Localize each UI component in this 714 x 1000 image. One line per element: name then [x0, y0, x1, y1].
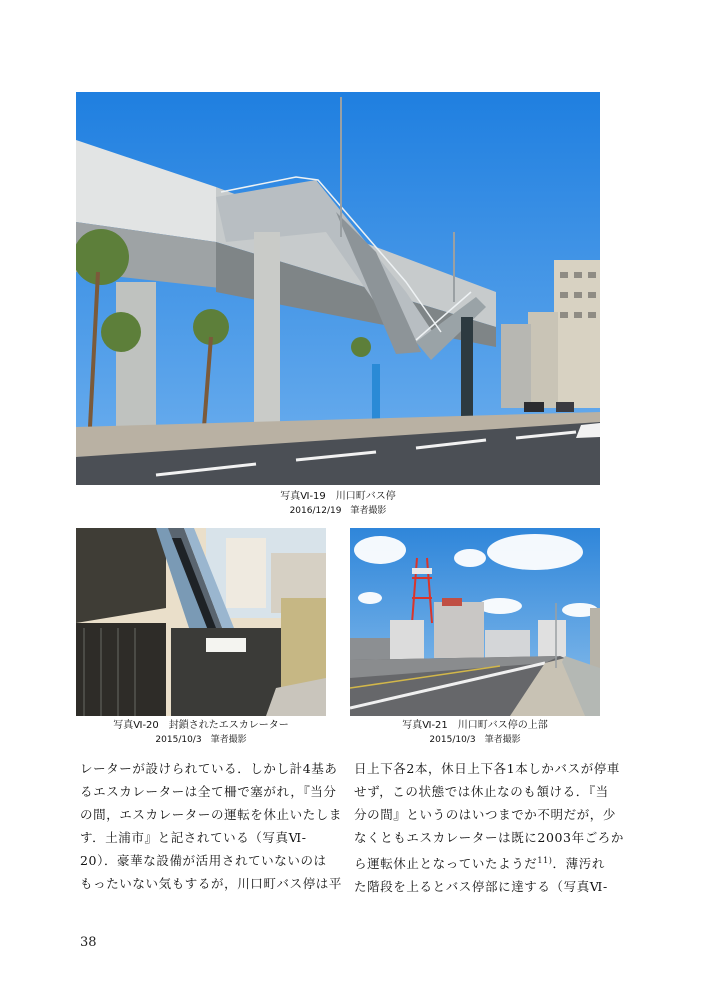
photo-20-caption — [76, 719, 326, 747]
text-line: なくともエスカレーターは既に2003年ごろか — [354, 830, 625, 845]
photo-20-label: 写真Ⅵ-20 封鎖されたエスカレーター — [113, 720, 289, 731]
text-line: せず，この状態では休止なのも頷ける．『当 — [354, 784, 609, 799]
text-line: 20）．豪華な設備が活用されていないのは — [80, 853, 327, 868]
text-line: 日上下各2本，休日上下各1本しかバスが停車 — [354, 761, 621, 776]
page-number: 38 — [80, 935, 97, 950]
photo-19-date: 2016/12/19 筆者撮影 — [289, 506, 387, 516]
photo-kawaguchi-bus-stop — [76, 92, 600, 485]
text-line: の間，エスカレーターの運転を休止いたしま — [80, 807, 343, 822]
photo-21-label: 写真Ⅵ-21 川口町バス停の上部 — [402, 720, 548, 731]
photo-closed-escalator — [76, 528, 326, 716]
photo-bus-stop-upper-level — [350, 528, 600, 716]
photo-21-date: 2015/10/3 筆者撮影 — [429, 735, 521, 745]
body-text-left-column — [80, 757, 343, 895]
text-line: るエスカレーターは全て柵で塞がれ，『当分 — [80, 784, 337, 799]
text-line: もったいない気もするが，川口町バス停は平 — [80, 876, 343, 891]
text-line: レーターが設けられている．しかし計4基あ — [80, 761, 338, 776]
text-line: す．土浦市』と記されている（写真Ⅵ- — [80, 830, 307, 845]
text-line: た階段を上るとバス停部に達する（写真Ⅵ- — [354, 879, 608, 895]
photo-19-caption — [76, 490, 600, 518]
photo-19-label: 写真Ⅵ-19 川口町バス停 — [280, 491, 396, 502]
text-line: 分の間』というのはいつまでか不明だが，少 — [354, 807, 617, 822]
photo-20-date: 2015/10/3 筆者撮影 — [155, 735, 247, 745]
text-line — [354, 849, 604, 875]
text-fragment: ．薄汚れ — [552, 856, 605, 872]
footnote-reference[interactable]: 11) — [537, 856, 553, 865]
text-fragment: ら運転休止となっていたようだ — [354, 856, 538, 872]
body-text-right-column — [354, 757, 625, 898]
photo-21-caption — [350, 719, 600, 747]
